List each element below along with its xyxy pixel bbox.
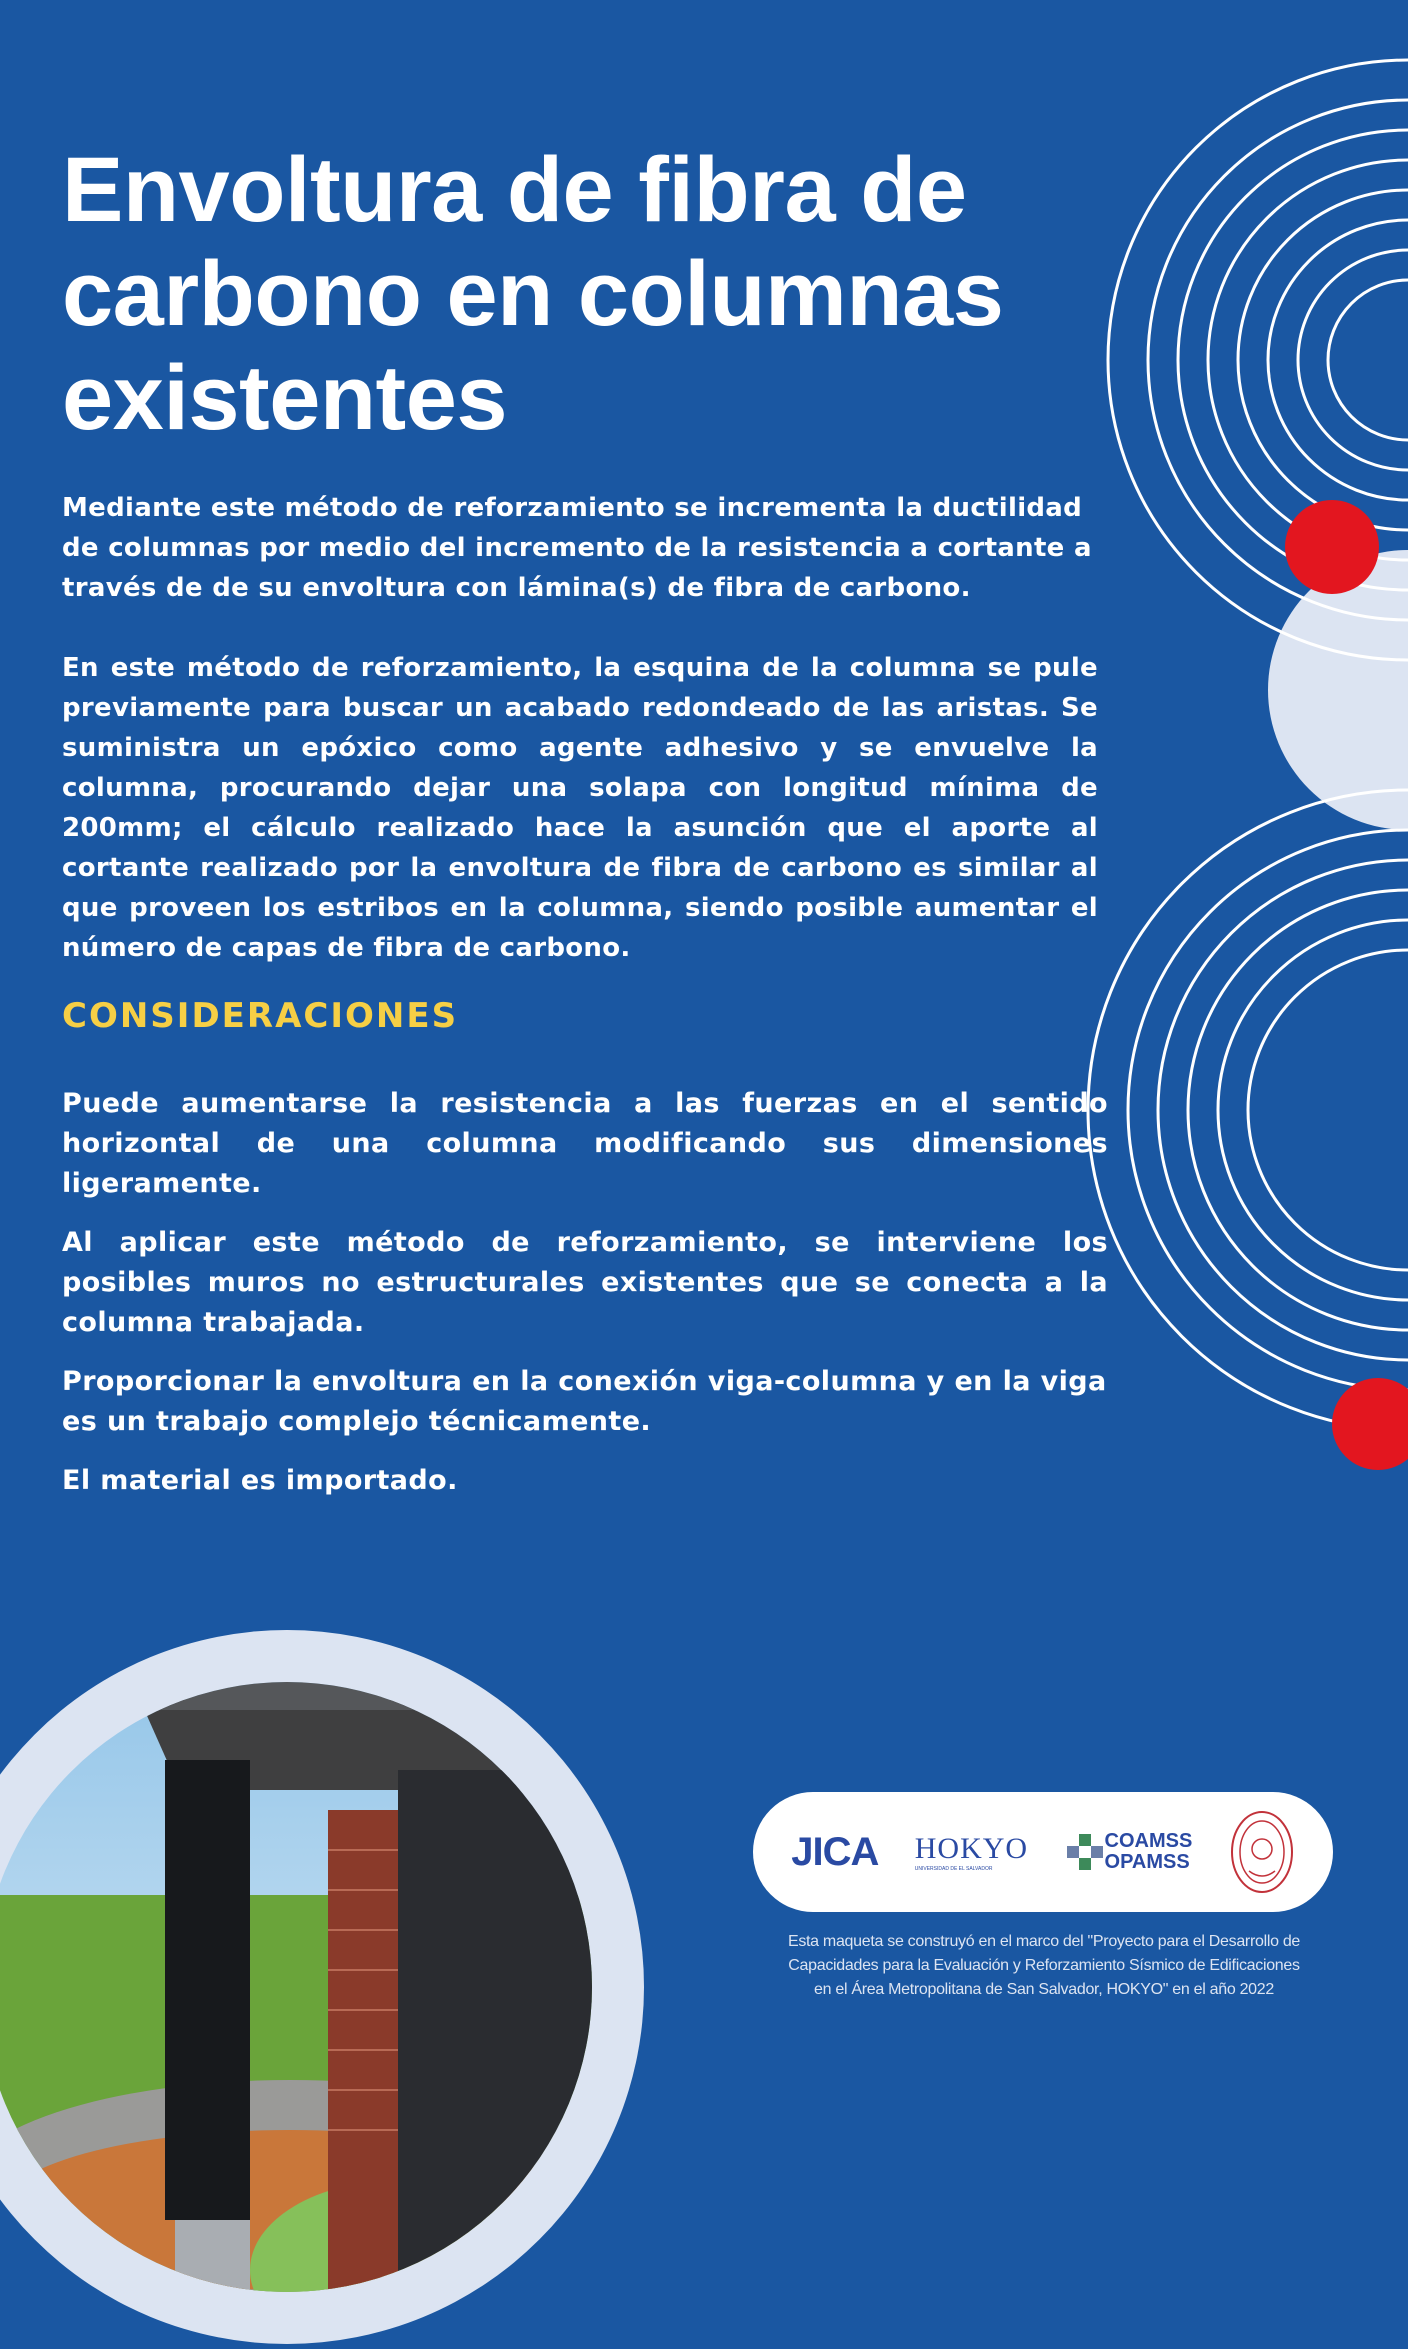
university-seal-logo [1229,1809,1295,1895]
coamss-logo-text: COAMSS [1104,1830,1193,1852]
consideration-item: Puede aumentarse la resistencia a las fuerzas en el sentido horizontal de una columna modificando sus dimensiones ligeramente. [62,1088,1108,1199]
red-dot-icon [1332,1378,1408,1470]
consideration-item: Proporcionar la envoltura en la conexión viga-columna y en la viga es un trabajo complejo técnicamente. [62,1366,1107,1437]
consideration-item: El material es importado. [62,1465,458,1496]
considerations-list [62,1084,1108,1520]
hokyo-logo-subtitle: UNIVERSIDAD DE EL SALVADOR [914,1866,993,1872]
opamss-logo-text: OPAMSS [1104,1851,1190,1873]
footer-credit: Esta maqueta se construyó en el marco del "Proyecto para el Desarrollo de Capacidades para la Evaluación y Reforzamiento Sísmico de Edificaciones en el Área Metropolitana de San Salvador, HOKYO" en el año 2022 [787,1933,1301,1998]
jica-logo [791,1830,878,1875]
jica-logo-text: JICA [791,1829,879,1874]
intro-paragraph: Mediante este método de reforzamiento se incrementa la ductilidad de columnas por medio del incremento de la resistencia a cortante a través de de su envoltura con lámina(s) de fibra de carbono. [62,493,1092,603]
red-dot-icon [1285,500,1379,594]
section-heading: CONSIDERACIONES [62,996,459,1036]
coamss-mark-icon [1065,1832,1105,1872]
coamss-opamss-logo [1065,1831,1193,1873]
intro-paragraph: En este método de reforzamiento, la esquina de la columna se pule previamente para buscar un acabado redondeado de las aristas. Se suministra un epóxico como agente adhesivo y se envuelve la columna, procurando dejar una solapa con longitud mínima de 200mm; el cálculo realizado hace la asunción que el aporte al cortante realizado por la envoltura de fibra de carbono es similar al que proveen los estribos en la columna, siendo posible aumentar el número de capas de fibra de carbono. [62,653,1098,963]
partner-logos [753,1792,1333,1912]
hokyo-logo [915,1832,1028,1872]
consideration-item: Al aplicar este método de reforzamiento, se interviene los posibles muros no estructurales existentes que se conecta a la columna trabajada. [62,1227,1108,1338]
page-title: Envoltura de fibra de carbono en columnas existentes [62,139,1004,449]
hokyo-logo-text: HOKYO [914,1832,1029,1865]
column-model-photo [0,1630,645,2345]
intro-text [62,488,1098,1008]
